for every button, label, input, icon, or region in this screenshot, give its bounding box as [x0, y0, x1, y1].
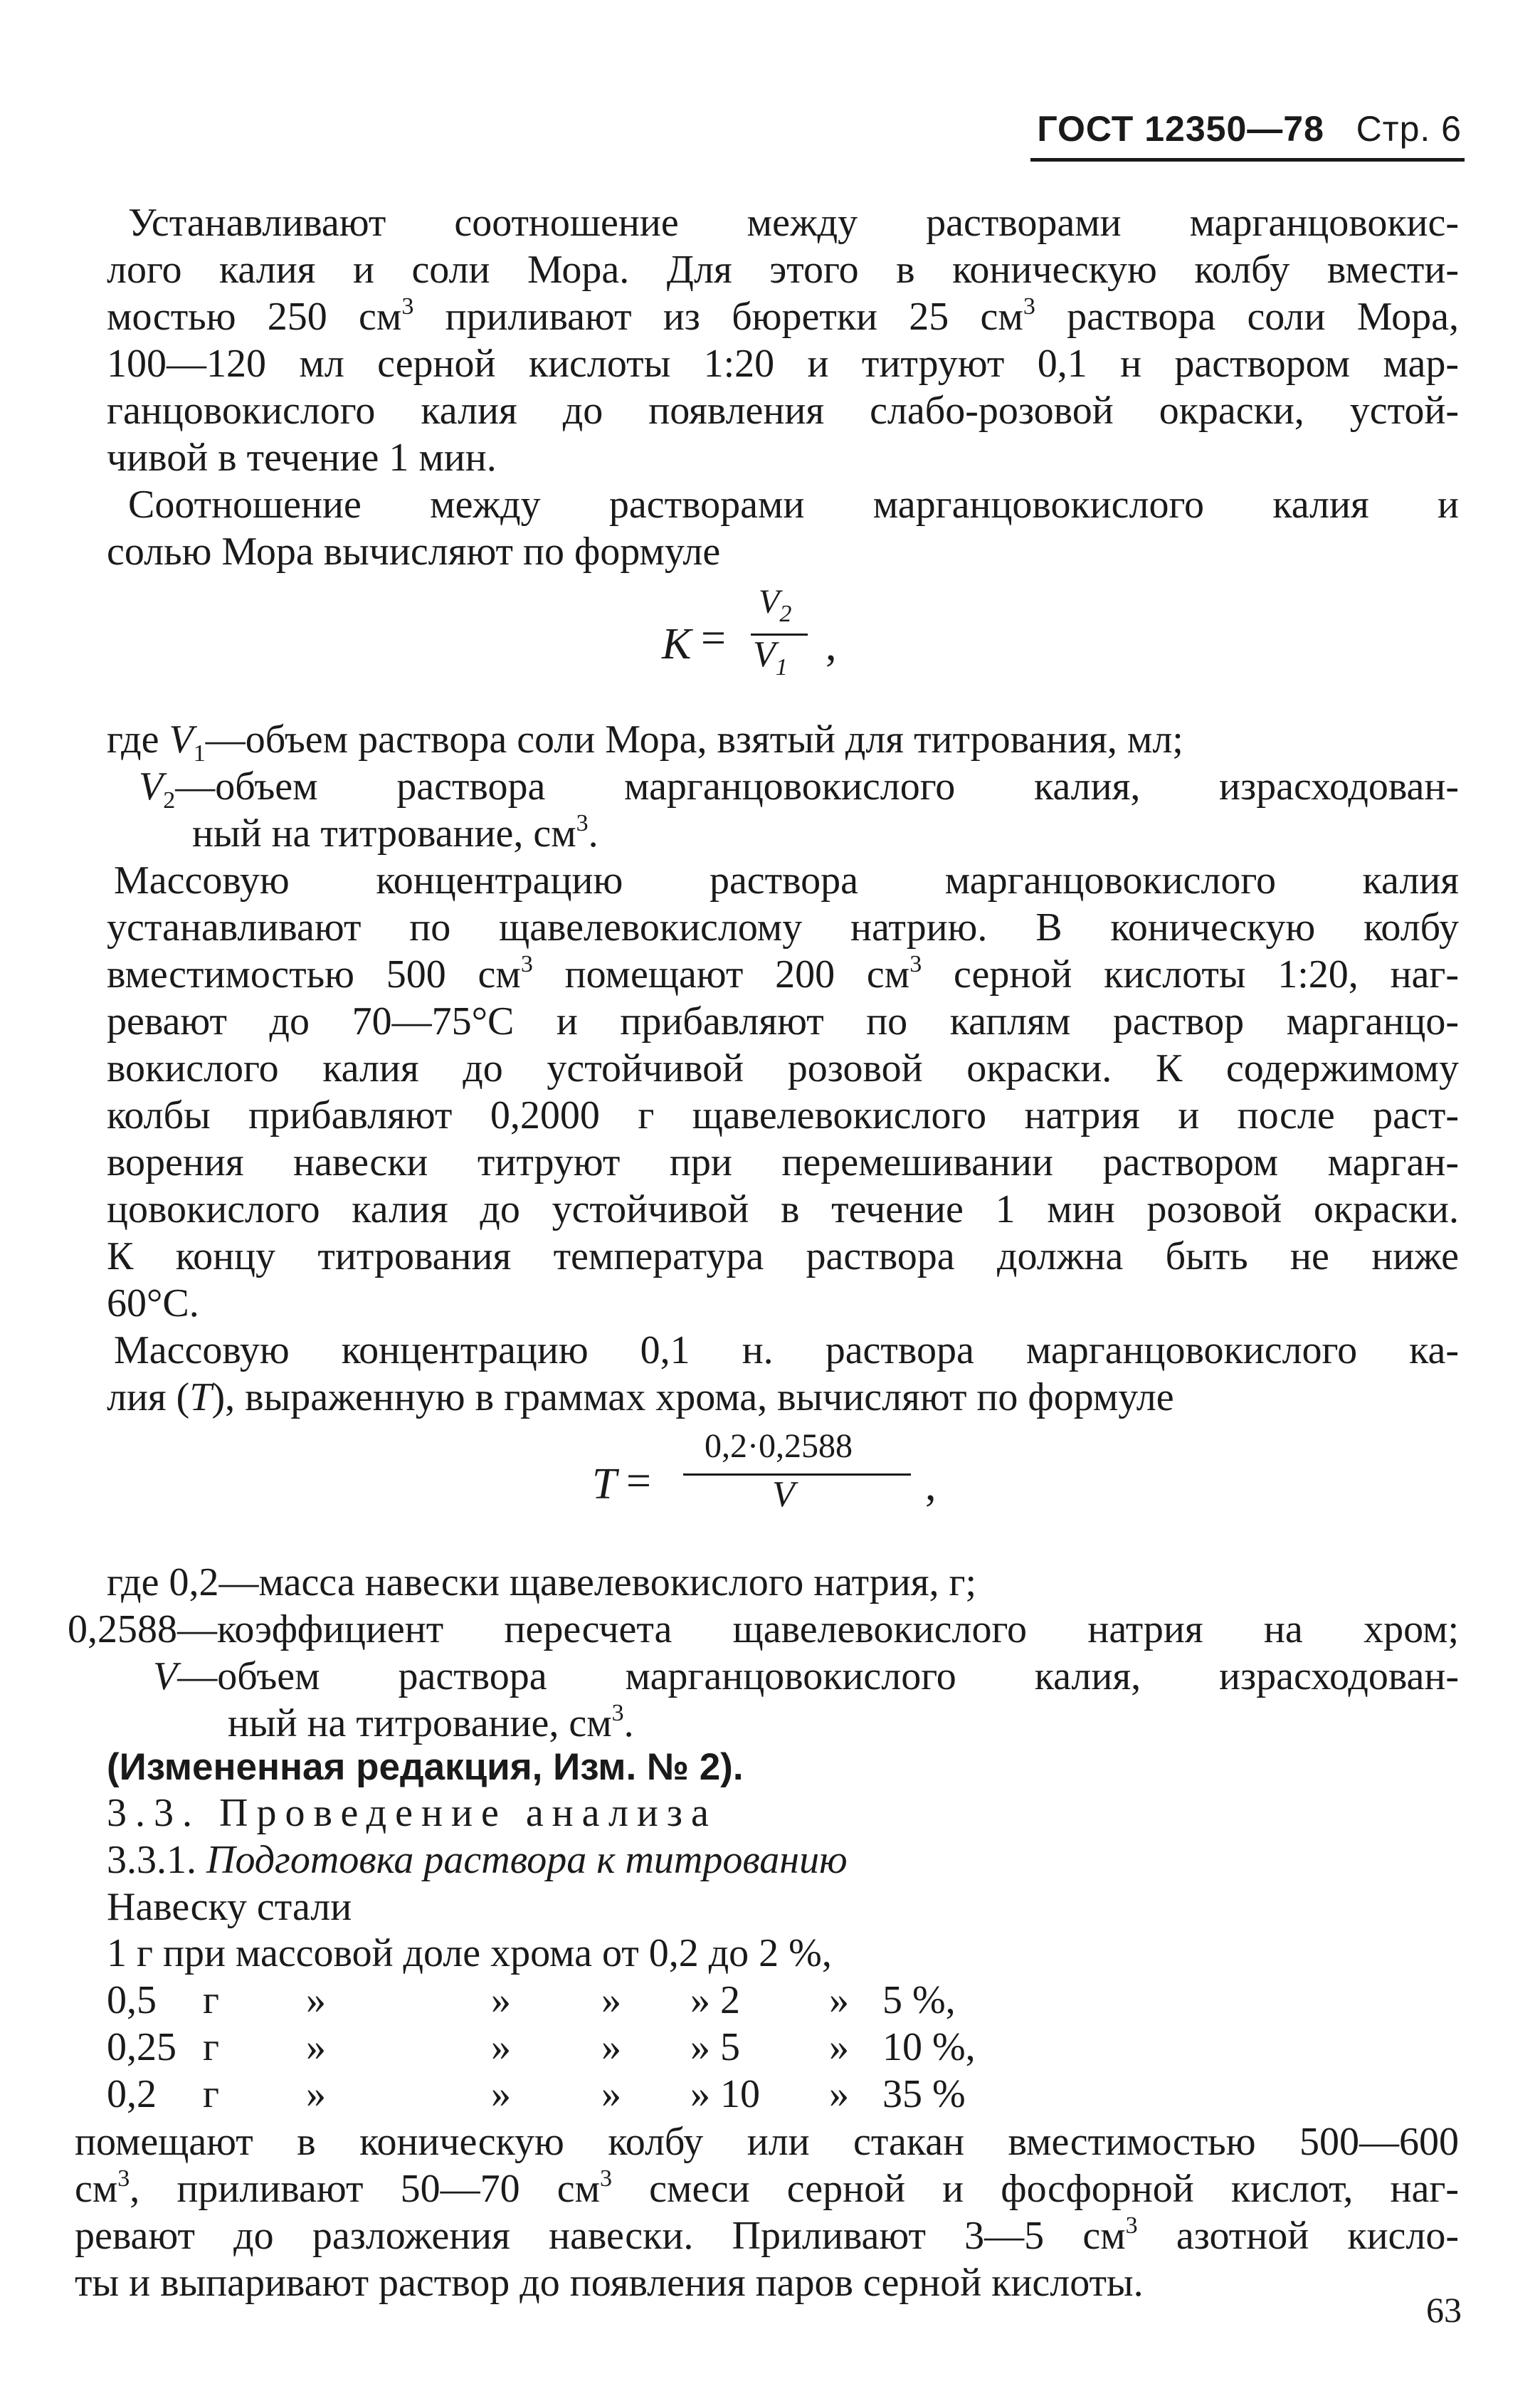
text-line: Навеску стали [107, 1885, 352, 1929]
text-line: ный на титрование, $см^3$. [192, 810, 598, 856]
text-line: 100—120 мл серной кислоты 1:20 и титруют 0,1 н раствором мар- [107, 342, 1459, 386]
text-line: ревают до 70—75°С и прибавляют по каплям раствор марганцо- [107, 999, 1459, 1044]
text-line: Массовую концентрацию 0,1 н. раствора марганцовокислого ка- [114, 1328, 1459, 1372]
table-cell: » [491, 2025, 511, 2069]
text-line: чивой в течение 1 мин. [107, 436, 497, 480]
page-label: Стр. 6 [1356, 109, 1462, 149]
text-line: 0,2588—коэффициент пересчета щавелевокислого натрия на хром; [68, 1607, 1459, 1651]
text-line: где $V_1—объем$ раствора соли Мора, взятый для титрования, мл; [107, 718, 1183, 767]
text-line: К концу титрования температура раствора должна быть не ниже [107, 1234, 1459, 1278]
text-line: лого калия и соли Мора. Для этого в коническую колбу вмести- [107, 248, 1459, 292]
text-line: солью Мора вычисляют по формуле [107, 530, 721, 574]
table-cell: » 5 [690, 2025, 740, 2069]
table-cell: 10 %, [882, 2025, 976, 2069]
table-cell: г [203, 2025, 219, 2069]
document-page: ГОСТ 12350—78 Стр. 6 Устанавливают соотношение между растворами марганцовокис- лого калия и соли Мора. Для этого в коническую колбу вмести- мостью 250 $см^3$ приливают из бюретки 25 $см^3$ раствора соли Мора, 100—120 мл серной кислоты 1:20 и титруют 0,1 н раствором мар- ганцовокислого калия до появления слабо-розовой окраски, устой- чивой в течение 1 мин. Соотношение между растворами марганцовокислого калия и солью Мора вычисляют по формуле K = $V_2$ $V_1$ , где $V_1—объем$ раствора соли Мора, взятый для титрования, мл; $V_2—объем$ раствора марганцовокислого калия, израсходован- ный на титрование, $см^3$. Массовую концентрацию раствора марганцовокислого калия устанавливают по щавелевокислому натрию. В коническую колбу вместимостью 500 $см^3$ помещают 200 $см^3$ серной кислоты 1:20, наг- ревают до 70—75°С и прибавляют по каплям раствор марганцо- вокислого калия до устойчивой розовой окраски. К содержимому колбы прибавляют 0,2000 г щавелевокислого натрия и после раст- ворения навески титруют при перемешивании раствором марган- цовокислого калия до устойчивой в течение 1 мин розовой окраски. К концу титрования температура раствора должна быть не ниже 60°С. Массовую концентрацию 0,1 н. раствора марганцовокислого ка- лия (T), выраженную в граммах хрома, вычисляют по формуле T = 0,2·0,2588 V , где 0,2—масса навески щавелевокислого натрия, г; 0,2588—коэффициент пересчета щавелевокислого натрия на хром; V—объем раствора марганцовокислого калия, израсходован- ный на титрование, $см^3$. (Измененная редакция, Изм. № 2). 3.3. Проведение анализа 3.3.1. Подготовка раствора к титрованию Навеску стали 1 г при массовой доле хрома от 0,2 до 2 %, 0,5 г » » » » 2 » 5 %, 0,25 г » » » » 5 » 10 %, 0,2 г » » » » 10 » 35 % помещают в коническую колбу или стакан вместимостью 500—600 $см^3$, приливают 50—70 $см^3$ смеси серной и фосфорной кислот, наг- ревают до разложения навески. Приливают 3—5 $см^3$ азотной кисло- ты и выпаривают раствор до появления паров серной кислоты. 63 [0, 0, 1540, 2396]
page-header [1037, 108, 1462, 149]
table-cell: » [829, 1978, 849, 2022]
table-cell: » [306, 2072, 326, 2116]
section-heading: 3.3. Проведение анализа [107, 1791, 717, 1835]
text-line: Массовую концентрацию раствора марганцовокислого калия [114, 858, 1459, 903]
text-line: 60°С. [107, 1281, 199, 1325]
table-cell: » [491, 1978, 511, 2022]
table-cell: » 2 [690, 1978, 740, 2022]
text-line: ворения навески титруют при перемешивании раствором марган- [107, 1140, 1459, 1184]
text-line: вместимостью 500 $см^3$ помещают 200 $см^3$ серной кислоты 1:20, наг- [107, 951, 1460, 997]
text-line: V—объем раствора марганцовокислого калия, израсходован- [153, 1654, 1459, 1698]
table-cell: 5 %, [882, 1978, 956, 2022]
table-cell: » [306, 1978, 326, 2022]
edit-note: (Измененная редакция, Изм. № 2). [107, 1746, 744, 1788]
table-cell: 0,25 [107, 2025, 176, 2069]
text-line: ревают до разложения навески. Приливают 3—5 $см^3$ азотной кисло- [75, 2212, 1459, 2258]
table-row: 1 г при массовой доле хрома от 0,2 до 2 %, [107, 1931, 832, 1975]
table-cell: 0,2 [107, 2072, 157, 2116]
table-cell: г [203, 2072, 219, 2116]
table-cell: » [601, 2072, 621, 2116]
text-line: ный на титрование, $см^3$. [228, 1700, 634, 1745]
table-cell: » [491, 2072, 511, 2116]
text-line: мостью 250 $см^3$ приливают из бюретки 25 $см^3$ раствора соли Мора, [107, 293, 1459, 339]
page-number: 63 [1426, 2290, 1462, 2330]
text-line: ганцовокислого калия до появления слабо-розовой окраски, устой- [107, 389, 1459, 433]
text-line: где 0,2—масса навески щавелевокислого натрия, г; [107, 1560, 977, 1604]
text-line: колбы прибавляют 0,2000 г щавелевокислого натрия и после раст- [107, 1093, 1459, 1137]
text-line: Устанавливают соотношение между растворами марганцовокис- [128, 201, 1459, 245]
gost-number: ГОСТ 12350—78 [1037, 109, 1324, 149]
text-line: цовокислого калия до устойчивой в течение 1 мин розовой окраски. [107, 1187, 1459, 1231]
text-line: $см^3$, приливают 50—70 $см^3$ смеси серной и фосфорной кислот, наг- [75, 2165, 1459, 2211]
table-cell: г [203, 1978, 219, 2022]
text-line: ты и выпаривают раствор до появления паров серной кислоты. [75, 2261, 1144, 2305]
table-cell: 0,5 [107, 1978, 157, 2022]
subsection-heading: 3.3.1. Подготовка раствора к титрованию [107, 1838, 848, 1882]
table-cell: » [829, 2025, 849, 2069]
text-line: Соотношение между растворами марганцовокислого калия и [128, 483, 1459, 527]
header-rule [1030, 158, 1465, 162]
text-line: $V_2—объем$ раствора марганцовокислого калия, израсходован- [139, 764, 1459, 814]
text-line: устанавливают по щавелевокислому натрию. В коническую колбу [107, 905, 1459, 950]
table-cell: » 10 [690, 2072, 760, 2116]
table-cell: » [601, 1978, 621, 2022]
text-line: лия (T), выраженную в граммах хрома, вычисляют по формуле [107, 1375, 1174, 1419]
table-cell: 35 % [882, 2072, 966, 2116]
table-cell: » [829, 2072, 849, 2116]
text-line: помещают в коническую колбу или стакан вместимостью 500—600 [75, 2120, 1459, 2164]
table-cell: » [601, 2025, 621, 2069]
table-cell: » [306, 2025, 326, 2069]
text-line: вокислого калия до устойчивой розовой окраски. К содержимому [107, 1046, 1459, 1091]
